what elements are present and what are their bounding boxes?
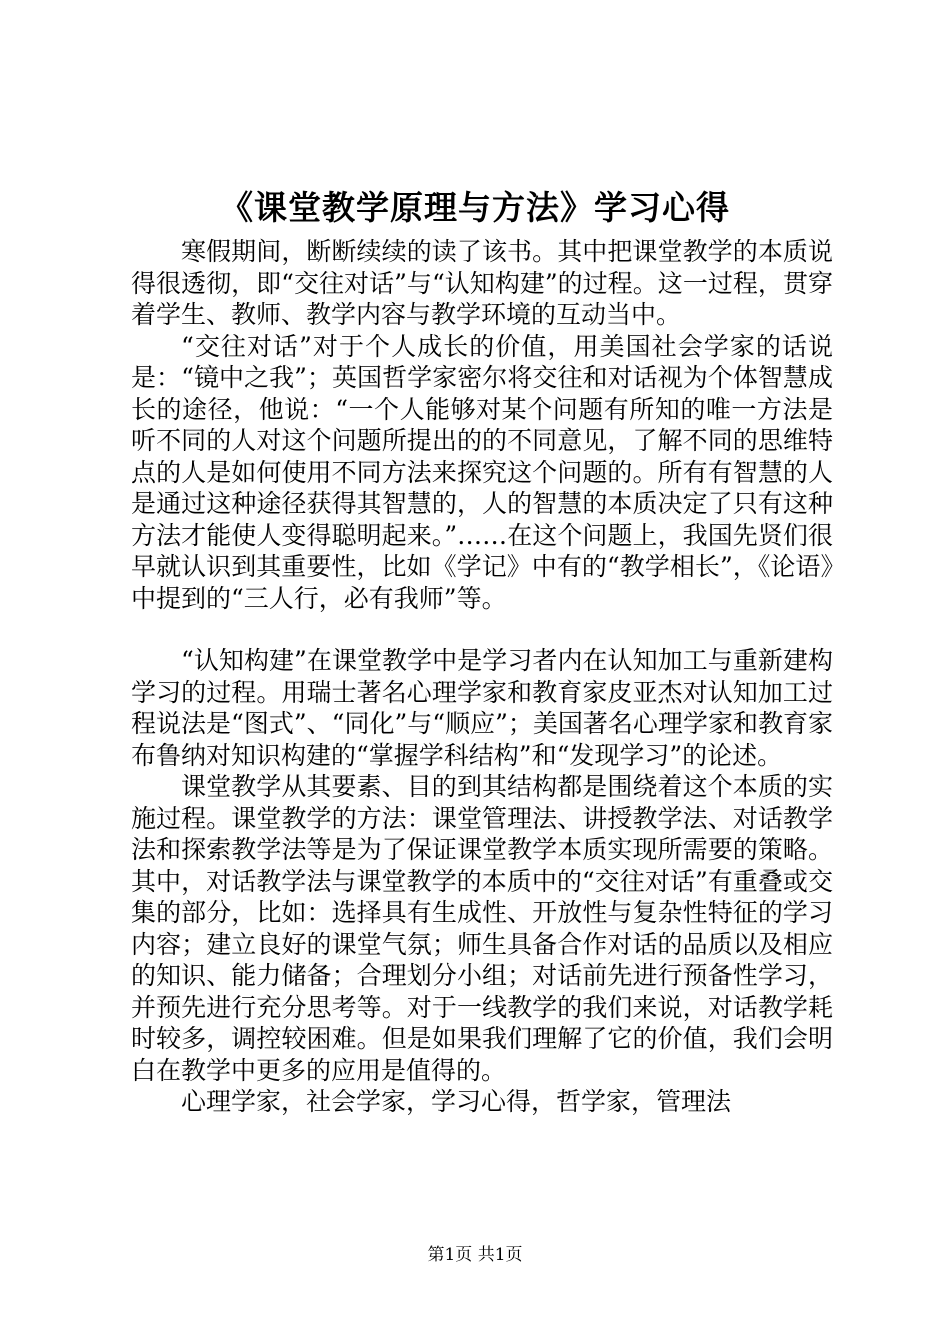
document-body	[131, 236, 833, 1118]
document-title: 《课堂教学原理与方法》学习心得	[220, 188, 730, 227]
keywords-line: 心理学家，社会学家，学习心得，哲学家，管理法	[181, 1087, 732, 1116]
paragraph-cognition: “认知构建”在课堂教学中是学习者内在认知加工与重新建构学习的过程。用瑞士著名心理学家和教育家皮亚杰对认知加工过程说法是“图式”、“同化”与“顺应”；美国著名心理学家和教育家布鲁纳对知识构建的“掌握学科结构”和“发现学习”的论述。	[131, 646, 833, 770]
paragraph-intro: 寒假期间，断断续续的读了该书。其中把课堂教学的本质说得很透彻，即“交往对话”与“认知构建”的过程。这一过程，贯穿着学生、教师、教学内容与教学环境的互动当中。	[131, 237, 833, 329]
page-footer: 第1页 共1页	[427, 1245, 523, 1265]
paragraph-methods: 课堂教学从其要素、目的到其结构都是围绕着这个本质的实施过程。课堂教学的方法：课堂管理法、讲授教学法、对话教学法和探索教学法等是为了保证课堂教学本质实现所需要的策略。其中，对话教学法与课堂教学的本质中的“交往对话”有重叠或交集的部分，比如：选择具有生成性、开放性与复杂性特征的学习内容；建立良好的课堂气氛；师生具备合作对话的品质以及相应的知识、能力储备；合理划分小组；对话前先进行预备性学习，并预先进行充分思考等。对于一线教学的我们来说，对话教学耗时较多，调控较困难。但是如果我们理解了它的价值，我们会明白在教学中更多的应用是值得的。	[131, 772, 833, 1085]
paragraph-dialogue: “交往对话”对于个人成长的价值，用美国社会学家的话说是：“镜中之我”；英国哲学家密尔将交往和对话视为个体智慧成长的途径，他说：“一个人能够对某个问题有所知的唯一方法是听不同的人对这个问题所提出的的不同意见，了解不同的思维特点的人是如何使用不同方法来探究这个问题的。所有有智慧的人是通过这种途径获得其智慧的，人的智慧的本质决定了只有这种方法才能使人变得聪明起来。”……在这个问题上，我国先贤们很早就认识到其重要性，比如《学记》中有的“教学相长”，《论语》中提到的“三人行，必有我师”等。	[131, 331, 833, 613]
